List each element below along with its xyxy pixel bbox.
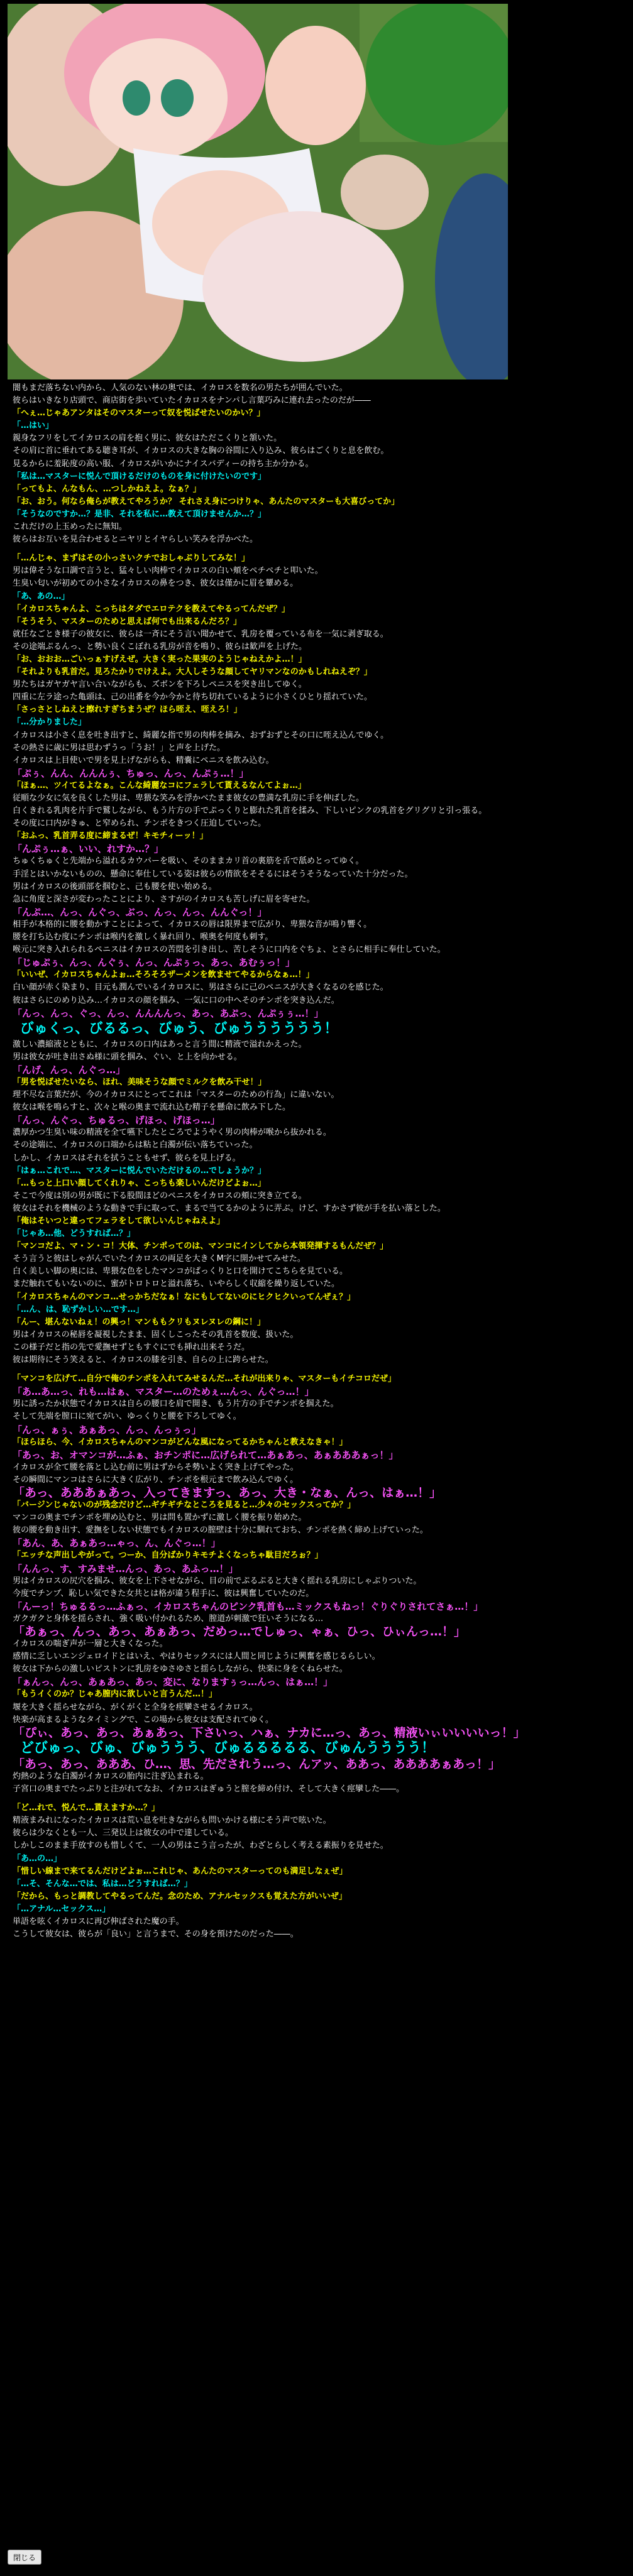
dialogue-line: 「もうイくのか？じゃあ膣内に欲しいと言うんだ…！」 bbox=[13, 1689, 217, 1700]
narration-line: 急に角度と深さが変わったことにより、さすがのイカロスも苦しげに眉を寄せた。 bbox=[13, 894, 315, 904]
dialogue-line: 「はぁ…これで…、マスターに悦んでいただけるの…でしょうか？」 bbox=[13, 1165, 267, 1176]
narration-line: イカロスは小さく息を吐き出すと、綺麗な指で男の肉棒を摘み、おずおずとその口に咥え込んでゆく。 bbox=[13, 730, 389, 740]
narration-line: 白くきれる乳肉を片手で鷲しながら、もう片方の手でぷっくりと膨れた乳首を揉み、下しいピンクの乳首をグリグリと引っ張る。 bbox=[13, 806, 487, 816]
dialogue-line: 「ほらほら、今、イカロスちゃんのマンコがどんな風になってるかちゃんと教えなきゃ！」 bbox=[13, 1437, 348, 1447]
paragraph-gap bbox=[13, 546, 629, 552]
dialogue-line: 「…アナル…セックス…」 bbox=[13, 1904, 111, 1914]
narration-line: 精液まみれになったイカロスは荒い息を吐きながらも問いかける様にそう声で呟いた。 bbox=[13, 1816, 331, 1826]
dialogue-line: 「…ん、は、恥ずかしい…です…」 bbox=[13, 1304, 144, 1314]
dialogue-line: 「イカロスちゃんのマンコ…せっかちだなぁ！なにもしてないのにヒクヒクいってんぜぇ？」 bbox=[13, 1292, 356, 1302]
close-button[interactable]: 閉じる bbox=[8, 2550, 41, 2565]
dialogue-line: 「んっ、んぐっ、ちゅるっ、げほっ、げほっ…」 bbox=[13, 1115, 220, 1127]
dialogue-line: 「んっ、んっ、ぐっ、んっ、んんんんっ、あっ、あぷっ、んぷぅぅ…！」 bbox=[13, 1007, 324, 1019]
narration-line: ちゅくちゅくと先端から溢れるカウパーを吸い、そのままカリ首の裏筋を舌で舐めとってゆく。 bbox=[13, 856, 364, 866]
narration-line: 腰を打ち込む度にチンポは喉内を激しく暴れ回り、喉奥を何度も刺す。 bbox=[13, 932, 273, 942]
narration-line: 理不尽な言葉だが、今のイカロスにとってこれは「マスターのための行為」に違いない。 bbox=[13, 1090, 339, 1100]
narration-line: 激しい濃縮液とともに、イカロスの口内はあっと言う間に精液で溢れかえった。 bbox=[13, 1039, 307, 1049]
dialogue-line: 「さっさとしねえと擦れすぎちまうぜ？ほら咥え、咥えろ！」 bbox=[13, 705, 242, 715]
narration-line: 白く美しい脚の奥には、卑猥な色をしたマンコがぱっくりと口を開けてこちらを見ている。 bbox=[13, 1267, 348, 1277]
dialogue-line: 「ぷぅ、んん、んんんぅ、ちゅっ、んっ、んぷぅ…！」 bbox=[13, 767, 249, 779]
narration-line: 白い顔が赤く染まり、目元も潤んでいるイカロスに、男はさらに己のペニスが大きくなるのを感じた。 bbox=[13, 983, 388, 993]
story-text bbox=[13, 382, 629, 1941]
narration-line: 彼らはいきなり店頭で、商店街を歩いていたイカロスをナンパし言葉巧みに連れ去ったのだが―― bbox=[13, 396, 371, 406]
narration-line: 男は彼女が吐き出さぬ様に頭を掴み、ぐい、と上を向かせる。 bbox=[13, 1052, 242, 1062]
narration-line: そこで今度は別の男が既に下る股間ほどのペニスをイカロスの頬に突き立てる。 bbox=[13, 1191, 307, 1201]
illustration-graphic bbox=[8, 4, 508, 379]
dialogue-line: 「んげ、んっ、んぐっ…」 bbox=[13, 1064, 126, 1076]
narration-line: 相手が本格的に腰を動かすことによって、イカロスの唇は限界まで広がり、卑猥な音が鳴り響く。 bbox=[13, 919, 372, 929]
dialogue-line: 「あっ、あああぁあっ、入ってきますっ、あっ、大き・なぁ、んっ、はぁ…！」 bbox=[13, 1486, 442, 1500]
narration-line: 見るからに羞恥度の高い服、イカロスがいかにナイスバディーの持ち主か分かる。 bbox=[13, 459, 314, 469]
narration-line: 闇もまだ落ちない内から、人気のない林の奥では、イカロスを数名の男たちが囲んでいた。 bbox=[13, 383, 348, 393]
narration-line: その瞬間にマンコはさらに大きく広がり、チンポを根元まで飲み込んでゆく。 bbox=[13, 1475, 299, 1485]
dialogue-line: 「あ…の…」 bbox=[13, 1853, 62, 1864]
narration-line: 単語を呟くイカロスに再び伸ばされた魔の手。 bbox=[13, 1916, 184, 1926]
dialogue-line: 「じゅぷぅ、んっ、んぐぅ、んっ、んぷぅっ、あっ、あむぅっ！」 bbox=[13, 957, 295, 969]
narration-line: 彼らはお互いを見合わせるとニヤリとイヤらしい笑みを浮かべた。 bbox=[13, 535, 258, 545]
narration-line: イカロスの喘ぎ声が一層と大きくなった。 bbox=[13, 1639, 168, 1649]
dialogue-line: 「ぁんっ、んっ、あぁあっ、あっ、変に、なりますぅっ…んっ、はぁ…！」 bbox=[13, 1676, 333, 1688]
dialogue-line: 「バージンじゃないのが残念だけど…ギチギチなところを見ると…少々のセックスってか？」 bbox=[13, 1500, 356, 1510]
dialogue-line: 「惜しい線まで来てるんだけどよぉ…これじゃ、あんたのマスターってのも満足しなぇぜ」 bbox=[13, 1866, 348, 1876]
dialogue-line: 「んぷ…、んっ、んぐっ、ぶっ、んっ、んっ、んんぐっ！」 bbox=[13, 906, 267, 918]
paragraph-gap bbox=[13, 1796, 629, 1802]
narration-line: これだけの上玉めったに無知。 bbox=[13, 522, 127, 532]
dialogue-line: 「ど…れで、悦んで…貰えますか…？」 bbox=[13, 1803, 160, 1813]
narration-line: 彼の腰を動き出す、愛撫をしない状態でもイカロスの膣壁は十分に馴れておち、チンポを熱く締め上げていった。 bbox=[13, 1525, 428, 1536]
dialogue-line: 「へぇ…じゃあアンタはそのマスターって奴を悦ばせたいのかい？」 bbox=[13, 408, 265, 418]
narration-line: 男はイカロスの後頭部を掴むと、己も腰を使い始める。 bbox=[13, 881, 217, 892]
narration-line: 彼らは少なくとも一人、三発以上は彼女の中で達している。 bbox=[13, 1828, 234, 1838]
narration-line: 彼女は喉を鳴らすと、次々と喉の奥まで流れ込む精子を懸命に飲み下した。 bbox=[13, 1103, 291, 1113]
narration-line: 従順な少女に気を良くした男は、卑猥な笑みを浮かべたまま彼女の豊満な乳房に手を伸ばした。 bbox=[13, 794, 365, 803]
dialogue-line: 「…んじゃ、まずはその小っさいクチでおしゃぶりしてみな！」 bbox=[13, 554, 250, 564]
narration-line: まだ触れてもいないのに、蜜がトロトロと溢れ落ち、いやらしく収縮を繰り返していた。 bbox=[13, 1279, 340, 1289]
dialogue-line: 「マンコだよ、マ・ン・コ！大体、チンポってのは、マンコにインしてから本領発揮するもんだぜ？」 bbox=[13, 1242, 388, 1252]
narration-line: その途端ぷるんっ、と勢い良くこぼれる乳房が音を鳴り、彼らは歓声を上げた。 bbox=[13, 641, 307, 652]
dialogue-line: 「俺はそいつと違ってフェラをして欲しいんじゃねえよ」 bbox=[13, 1216, 225, 1226]
dialogue-line: 「私は…マスターに悦んで頂けるだけのものを身に付けたいのです」 bbox=[13, 471, 267, 481]
narration-line: その度に口内がきゅ、と窄められ、チンポをきつく圧迫していった。 bbox=[13, 819, 267, 829]
narration-line: 喉元に突き入れられるペニスはイカロスの苦悶を引き出し、苦しそうに口内をぐちょ、とさらに相手に奉仕していた。 bbox=[13, 945, 446, 955]
narration-line: 彼はさらにのめり込み…イカロスの顔を掴み、一気に口の中へそのチンポを突き込んだ。 bbox=[13, 995, 339, 1005]
dialogue-line: 「…そ、そんな…では、私は…どうすれば…？」 bbox=[13, 1879, 192, 1889]
dialogue-line: 「そうそう、マスターのためと思えば何でも出来るんだろ？」 bbox=[13, 616, 242, 626]
dialogue-line: 「お、おう。何なら俺らが教えてやろうか？ それさえ身につけりゃ、あんたのマスターも大喜びってか」 bbox=[13, 496, 400, 506]
narration-line: 男は偉そうな口調で言うと、猛々しい肉棒でイカロスの白い頬をペチペチと叩いた。 bbox=[13, 566, 323, 576]
narration-line: 彼は期待にそう笑えると、イカロスの膝を引き、自らの上に跨らせた。 bbox=[13, 1355, 273, 1365]
narration-line: イカロスが全て腰を落とし込む前に男はずからそ勢いよく突き上げてやった。 bbox=[13, 1462, 299, 1472]
dialogue-line: 「あ、あの…」 bbox=[13, 591, 70, 601]
narration-line: しかしこのまま手放すのも惜しくて、一人の男はこう言ったが、わざとらしく考える素振りを見せた。 bbox=[13, 1841, 388, 1851]
narration-line: 子宮口の奥までたっぷりと注がれてなお、イカロスはぎゅうと膣を締め付け、そして大きく痙攣した――。 bbox=[13, 1784, 405, 1794]
narration-line: 男はイカロスの秘唇を凝視したまま、固くしこったその乳首を数度、扱いた。 bbox=[13, 1329, 299, 1340]
narration-line: 彼女は下からの激しいピストンに乳房をゆさゆさと揺らしながら、快楽に身をくねらせた。 bbox=[13, 1664, 348, 1674]
dialogue-line: 「あっ、お、オマンコが…ふぁ、おチンポに…広げられて…あぁあっ、あぁあああぁっ！」 bbox=[13, 1449, 399, 1461]
dialogue-line: 「いいぜ、イカロスちゃんよぉ…そろそろザーメンを飲ませてやるからなぁ…！」 bbox=[13, 970, 314, 980]
dialogue-line: 「…もっと上口い顔してくれりゃ、こっちも楽しいんだけどよぉ…」 bbox=[13, 1178, 266, 1188]
dialogue-line: 「マンコを広げて…自分で俺のチンポを入れてみせるんだ…それが出来りゃ、マスターもイチコロだぜ」 bbox=[13, 1374, 396, 1384]
narration-line: 今度でチンプ、恥しい気できた女共とは格が違う程手に、彼は興奮していたのだ。 bbox=[13, 1588, 314, 1598]
dialogue-line: 「だから、もっと調教してやるってんだ。念のため、アナルセックスも覚えた方がいいぜ」 bbox=[13, 1891, 347, 1901]
dialogue-line: どびゅっ、びゅ、びゅううう、びゅるるるるる、びゅんうううう！ bbox=[20, 1740, 436, 1756]
narration-line: 男たちはガヤガヤ言い合いながらも、ズボンを下ろしペニスを突き出してゆく。 bbox=[13, 680, 307, 690]
dialogue-line: 「んー、堪んないねぇ！の興っ！マンももクリもヌレヌレの鋼に！」 bbox=[13, 1317, 265, 1327]
narration-line: イカロスは上目使いで男を見上げながらも、精嚢にペニスを飲み込む。 bbox=[13, 755, 274, 765]
narration-line: 男に誘ったか状態でイカロスは自らの腰口を肩で開き、もう片方の手でチンポを掴えた。 bbox=[13, 1399, 339, 1409]
dialogue-line: 「ってもよ、んなもん、…つしかねえよ。なぁ？」 bbox=[13, 484, 201, 494]
narration-line: しかし、イカロスはそれを拭うこともせず、彼らを見上げる。 bbox=[13, 1153, 241, 1163]
dialogue-line: 「おふっ、乳首弄る度に締まるぜ！キモチィーッ！」 bbox=[13, 831, 208, 841]
narration-line: そう言うと彼はしゃがんでいたイカロスの両足を大きくM字に開かせてみせた。 bbox=[13, 1254, 305, 1264]
dialogue-line: 「じゃあ…他、どうすれば…？」 bbox=[13, 1229, 136, 1239]
dialogue-line: 「あぁっ、んっ、あっ、あぁあっ、だめっ…でしゅっ、ゃぁ、ひっ、ひぃんっ…！」 bbox=[13, 1625, 466, 1639]
narration-line: 濃厚かつ生臭い味の精液を全て嚥下したところでようやく男の肉棒が喉から抜かれる。 bbox=[13, 1128, 331, 1138]
narration-line: 手淫とはいかないものの、懸命に奉仕している姿は彼らの情欲をそそるにはそうそうなっていた十分だった。 bbox=[13, 869, 413, 879]
dialogue-line: 「…分かりました」 bbox=[13, 718, 87, 728]
dialogue-line: 「あ…あ…っ、れも…はぁ、マスター…のためぇ…んっ、んぐっ…！」 bbox=[13, 1386, 314, 1398]
dialogue-line: 「んーっ！ちゅるるっ…ふぁっ、イカロスちゃんのピンク乳首も…ミックスもねっ！ぐりぐりされてさぁ…！」 bbox=[13, 1600, 483, 1612]
narration-line: そして先端を膣口に宛てがい、ゆっくりと腰を下ろしてゆく。 bbox=[13, 1412, 241, 1422]
narration-line: 彼女はそれを機械のような動きで手に取って、まるで当てるかのように弄ぶ。けど、すかさず彼が手を払い落とした。 bbox=[13, 1203, 446, 1213]
narration-line: 生臭い匂いが初めての小さなイカロスの鼻をつき、彼女は僅かに眉を顰める。 bbox=[13, 579, 299, 589]
narration-line: 灼熱のような白濁がイカロスの胎内に注ぎ込まれる。 bbox=[13, 1771, 209, 1781]
dialogue-line: びゅくっ、びるるっ、びゅう、びゅうううううう！ bbox=[20, 1020, 338, 1037]
dialogue-line: 「男を悦ばせたいなら、ほれ、美味そうな顔でミルクを飲み干せ！」 bbox=[13, 1077, 267, 1087]
narration-line: こうして彼女は、彼らが「良い」と言うまで、その身を預けたのだった――。 bbox=[13, 1929, 299, 1940]
dialogue-line: 「あん、あ、あぁあっ…ゃっ、ん、んぐっ…！」 bbox=[13, 1537, 221, 1549]
event-cg-image bbox=[8, 4, 508, 379]
narration-line: 快楽が高まるようなタイミングで、この場から彼女は支配されてゆく。 bbox=[13, 1715, 273, 1725]
dialogue-line: 「ほぁ…、ツイてるよなぁ。こんな綺麗なコにフェラして貰えるなんてよぉ…」 bbox=[13, 780, 306, 790]
dialogue-line: 「んっ、ぁぅ、あぁあっ、んっ、んっぅっ」 bbox=[13, 1424, 201, 1436]
dialogue-line: 「んぷぅ…ぁ、いい、れすか…？」 bbox=[13, 843, 164, 855]
dialogue-line: 「イカロスちゃんよ、こっちはタダでエロテクを教えてやるってんだぜ？」 bbox=[13, 604, 290, 614]
dialogue-line: 「エッチな声出しやがって。つーか、自分ばかりキモチよくなっちゃ駄目だろぉ？」 bbox=[13, 1551, 323, 1561]
dialogue-line: 「ぴぃ、あっ、あっ、あぁあっ、下さいっ、ハぁ、ナカに…っ、あっ、精液いぃいいいいっ！」 bbox=[13, 1726, 526, 1739]
narration-line: 堰を大きく揺らせながら、がくがくと全身を痙攣させるイカロス。 bbox=[13, 1702, 258, 1712]
dialogue-line: 「…はい」 bbox=[13, 421, 54, 431]
narration-line: 四重に左ラ途った亀頭は、己の出番を今か今かと待ち切れているように小さくひとり揺れていた。 bbox=[13, 692, 373, 702]
narration-line: 男はイカロスの尻穴を掴み、彼女を上下させながら、目の前でぷるぷると大きく揺れる乳房にしゃぶりついた。 bbox=[13, 1576, 422, 1586]
narration-line: その肩に首に垂れてある聴き耳が、イカロスの大きな胸の谷間に入り込み、彼らはごくりと息を飲む。 bbox=[13, 446, 389, 456]
narration-line: この様子だと指の先で愛撫せずともすぐにでも挿れ出来そうだ。 bbox=[13, 1342, 250, 1352]
narration-line: ガクガクと身体を揺らされ、強く吸い付かれるため、膣道が刺激で狂いそうになる… bbox=[13, 1613, 324, 1624]
narration-line: マンコの奥までチンポを埋め込むと、男は問も置かずに激しく腰を振り始めた。 bbox=[13, 1513, 307, 1523]
dialogue-line: 「んんっ、す、すみませ…んっ、あっ、あふっ…！」 bbox=[13, 1563, 238, 1575]
dialogue-line: 「お、おおお…ごいっぁすげえぜ。大きく実った果実のようじゃねえかよ…！」 bbox=[13, 654, 307, 664]
dialogue-line: 「それよりも乳首だ。見ろたかりでけえよ。大人しそうな顔してヤリマンなのかもしれねえぞ？」 bbox=[13, 667, 372, 677]
narration-line: 親身なフリをしてイカロスの肩を抱く男に、彼女はただこくりと頷いた。 bbox=[13, 434, 282, 444]
dialogue-line: 「あっ、あっ、あああ、ひ…、思、先だされう…っ、んアッ、ああっ、ああああぁあっ！」 bbox=[13, 1757, 500, 1771]
narration-line: 感情に乏しいエンジェロイドとはいえ、やはりセックスには人間と同じように興奮を感じるらしい。 bbox=[13, 1652, 380, 1662]
narration-line: その途端に、イカロスの口端からは粘と白濁が伝い落ちていった。 bbox=[13, 1140, 258, 1150]
dialogue-line: 「そうなのですか…？是非、それを私に…教えて頂けませんか…？」 bbox=[13, 509, 267, 519]
narration-line: その熱さに歳に男は思わずうっ「うお！」と声を上げた。 bbox=[13, 743, 226, 753]
narration-line: 就任なごとき様子の彼女に、彼らは一斉にそう言い聞かせて、乳房を覆っている布を一気に剥ぎ取る。 bbox=[13, 629, 388, 639]
paragraph-gap bbox=[13, 1367, 629, 1373]
